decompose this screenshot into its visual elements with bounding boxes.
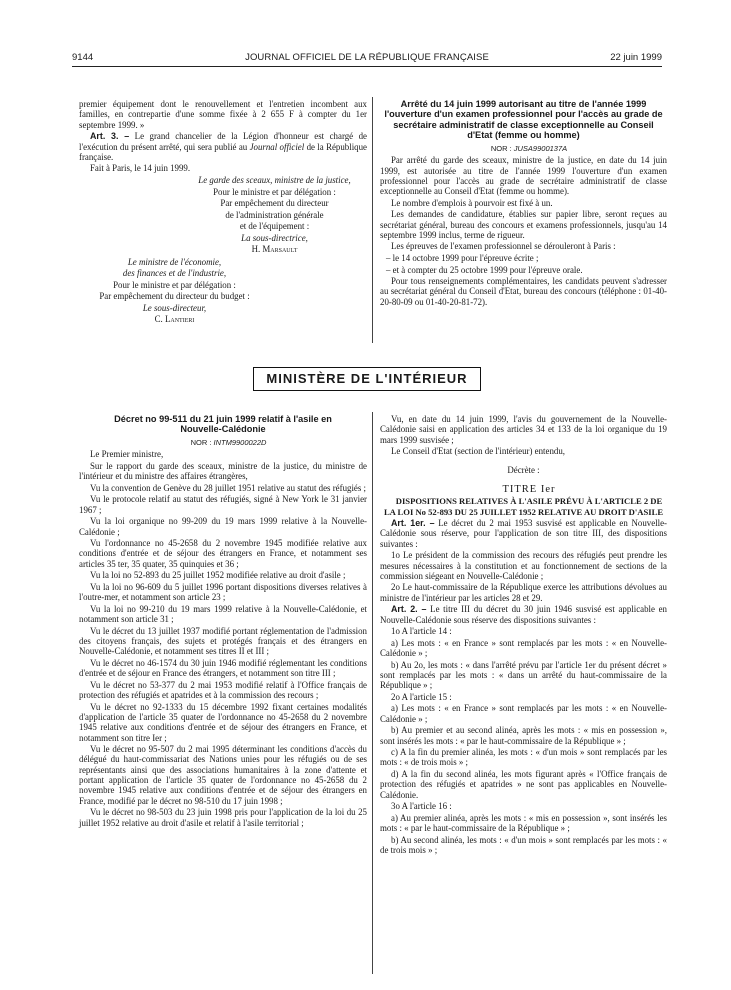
article-2 bbox=[380, 604, 667, 625]
paragraph: premier équipement dont le renouvellement et l'entretien incombent aux familles, en contrepartie d'une somme fixée à 2 655 F à compter du 1er septembre 1999. » bbox=[79, 99, 367, 130]
article-text: de la République française. bbox=[79, 141, 367, 162]
signature-block-1 bbox=[79, 175, 367, 255]
column-divider-bottom bbox=[372, 412, 373, 974]
paragraph: a) Les mots : « en France » sont remplacés par les mots : « en Nouvelle-Calédonie » ; bbox=[380, 703, 667, 724]
signature-line: Le sous-directeur, bbox=[142, 302, 207, 313]
paragraph: b) Au premier et au second alinéa, après les mots : « mis en possession », sont insérés les mots : « par le haut-commissaire de la République » ; bbox=[380, 725, 667, 746]
article-text: Le grand chancelier de la Légion d'honneur est chargé de l'exécution du présent arrêté, qui sera publié au bbox=[79, 131, 367, 152]
paragraph: d) A la fin du second alinéa, les mots figurant après « l'Office français de protection des réfugiés et apatrides » ne sont pas applicables en Nouvelle-Calédonie. bbox=[380, 769, 667, 800]
paragraph: a) Au premier alinéa, après les mots : « mis en possession », sont insérés les mots : « par le haut-commissaire de la République » ; bbox=[380, 812, 667, 834]
paragraph: Par arrêté du garde des sceaux, ministre de la justice, en date du 14 juin 1999, est autorisée au titre de l'année 1999 l'ouverture d'un examen professionnel pour l'accès au grade de secrétaire administratif de classe exceptionnelle au Conseil d'Etat (femme ou homme). bbox=[380, 155, 667, 197]
nor-code: INTM9900022D bbox=[213, 437, 267, 447]
nor-label: NOR : bbox=[490, 143, 514, 153]
signature-line: et de l'équipement : bbox=[239, 221, 310, 232]
article-3 bbox=[79, 131, 367, 162]
paragraph: 3o A l'article 16 : bbox=[391, 801, 452, 812]
article-label: Art. 3. – bbox=[90, 131, 130, 142]
visa: Vu le décret no 98-503 du 23 juin 1998 pris pour l'application de la loi du 25 juillet 1952 relative au droit d'asile et relatif à l'asile territorial ; bbox=[79, 807, 367, 828]
arrete-title: Arrêté du 14 juin 1999 autorisant au titre de l'année 1999 l'ouverture d'un examen professionnel pour l'accès au grade de secrétaire administratif de classe exceptionnelle au Conseil d'Etat (femme ou homme) bbox=[384, 99, 663, 141]
visa: Vu le décret no 92-1333 du 15 décembre 1992 fixant certaines modalités d'application de l'article 35 quater de l'ordonnance no 45-2658 du 2 novembre 1945 relative aux conditions d'entrée et de séjour des étrangers en France, et notamment son titre Ier ; bbox=[79, 701, 367, 743]
article-text: Le titre III du décret du 30 juin 1946 susvisé est applicable en Nouvelle-Calédonie sous réserve des dispositions suivantes : bbox=[380, 604, 667, 625]
visa: Vu l'ordonnance no 45-2658 du 2 novembre 1945 modifiée relative aux conditions d'entrée et de séjour des étrangers en France, et notamment ses articles 35 ter, 35 quater, 35 quinquies et 36 ; bbox=[79, 538, 367, 569]
signature-line: Pour le ministre et par délégation : bbox=[213, 186, 336, 197]
paragraph: 2o A l'article 15 : bbox=[391, 691, 452, 702]
visa: Vu le décret no 46-1574 du 30 juin 1946 modifié réglementant les conditions d'entrée et de séjour en France des étrangers, et notamment son titre III ; bbox=[79, 657, 367, 679]
paragraph: 1o A l'article 14 : bbox=[391, 626, 452, 637]
paragraph: c) A la fin du premier alinéa, les mots : « d'un mois » sont remplacés par les mots : « de trois mois » ; bbox=[380, 747, 667, 768]
visa: Vu le décret du 13 juillet 1937 modifié portant réglementation de l'admission des citoyens français, des sujets et protégés français et des étrangers en Nouvelle-Calédonie, et notamment ses titres II et III ; bbox=[79, 625, 367, 657]
signatory-name: H. Marsault bbox=[251, 244, 298, 255]
journal-reference: Journal officiel bbox=[249, 141, 305, 152]
done-at: Fait à Paris, le 14 juin 1999. bbox=[90, 163, 191, 174]
section-heading: DISPOSITIONS RELATIVES À L'ASILE PRÉVU À L'ARTICLE 2 DE LA LOI No 52-893 DU 25 JUILLET 1952 RELATIVE AU DROIT D'ASILE bbox=[383, 496, 664, 517]
issue-date: 22 juin 1999 bbox=[610, 52, 662, 63]
column-divider-top bbox=[372, 97, 373, 343]
paragraph: Les épreuves de l'examen professionnel se dérouleront à Paris : bbox=[391, 241, 616, 252]
signature-line: Le ministre de l'économie, bbox=[127, 256, 222, 267]
journal-title: JOURNAL OFFICIEL DE LA RÉPUBLIQUE FRANÇAISE bbox=[245, 52, 489, 63]
paragraph: b) Au second alinéa, les mots : « d'un mois » sont remplacés par les mots : « de trois mois » ; bbox=[380, 834, 667, 855]
nor-reference bbox=[380, 144, 667, 154]
list-item: – et à compter du 25 octobre 1999 pour l'épreuve orale. bbox=[386, 264, 583, 275]
paragraph: Le Conseil d'Etat (section de l'intérieur) entendu, bbox=[391, 446, 565, 457]
signature-line: La sous-directrice, bbox=[241, 232, 308, 243]
paragraph: b) Au 2o, les mots : « dans l'arrêté prévu par l'article 1er du présent décret » sont remplacés par les mots : « dans un arrêté du haut-commissaire de la République » ; bbox=[380, 659, 667, 691]
paragraph: Le Premier ministre, bbox=[90, 449, 164, 460]
visa: Vu la loi no 99-210 du 19 mars 1999 relative à la Nouvelle-Calédonie, et notamment son article 31 ; bbox=[79, 603, 367, 624]
article-text: Le décret du 2 mai 1953 susvisé est applicable en Nouvelle-Calédonie sous réserve, pour l'application de son titre III, des dispositions suivantes : bbox=[380, 518, 667, 549]
visa: Vu la loi no 52-893 du 25 juillet 1952 modifiée relative au droit d'asile ; bbox=[90, 570, 346, 581]
top-right-column bbox=[380, 99, 667, 308]
decret-title: Décret no 99-511 du 21 juin 1999 relatif à l'asile en Nouvelle-Calédonie bbox=[114, 414, 332, 435]
visa: Vu le protocole relatif au statut des réfugiés, signé à New York le 31 janvier 1967 ; bbox=[79, 494, 367, 515]
paragraph: 2o Le haut-commissaire de la République exerce les attributions dévolues au ministre de l'intérieur par les articles 28 et 29. bbox=[380, 582, 667, 603]
page-header bbox=[72, 52, 662, 66]
paragraph: Les demandes de candidature, établies sur papier libre, seront reçues au secrétariat général, bureau des concours et examens professionnels, jusqu'au 14 septembre 1999 inclus, terme de rigueur. bbox=[380, 209, 667, 240]
signature-line: Le garde des sceaux, ministre de la justice, bbox=[198, 174, 351, 185]
titre-heading: TITRE Ier bbox=[502, 483, 556, 495]
ministry-banner: MINISTÈRE DE L'INTÉRIEUR bbox=[253, 367, 481, 391]
paragraph: a) Les mots : « en France » sont remplacés par les mots : « en Nouvelle-Calédonie » ; bbox=[380, 637, 667, 659]
article-1 bbox=[380, 518, 667, 549]
paragraph: Le nombre d'emplois à pourvoir est fixé à un. bbox=[391, 197, 553, 208]
signature-block-2 bbox=[79, 257, 259, 325]
visa: Vu la loi no 96-609 du 5 juillet 1996 portant dispositions diverses relatives à l'outre-mer, et notamment son article 23 ; bbox=[79, 581, 367, 603]
paragraph: Sur le rapport du garde des sceaux, ministre de la justice, du ministre de l'intérieur et du ministre des affaires étrangères, bbox=[79, 460, 367, 482]
visa: Vu le décret no 53-377 du 2 mai 1953 modifié relatif à l'Office français de protection des réfugiés et apatrides et à la commission des recours ; bbox=[79, 679, 367, 700]
article-label: Art. 1er. – bbox=[391, 518, 435, 529]
visa: Vu, en date du 14 juin 1999, l'avis du gouvernement de la Nouvelle-Calédonie saisi en application des articles 34 et 133 de la loi organique du 19 mars 1999 susvisée ; bbox=[380, 414, 667, 445]
visa: Vu le décret no 95-507 du 2 mai 1995 déterminant les conditions d'accès du délégué du haut-commissariat des Nations unies pour les réfugiés ou de ses représentants ainsi que des associations humanitaires à la zone d'attente et portant application de l'article 35 quater de l'ordonnance no 45-2658 du 2 novembre 1945 relative aux conditions d'entrée et de séjour des étrangers en France, modifié par le décret no 98-510 du 17 juin 1998 ; bbox=[79, 744, 367, 806]
signatory-name: C. Lantieri bbox=[154, 314, 195, 325]
paragraph: 1o Le président de la commission des recours des réfugiés peut prendre les mesures nécessaires à la constitution et au fonctionnement de sections de la commission siégeant en Nouvelle-Calédonie ; bbox=[380, 550, 667, 581]
visa: Vu la loi organique no 99-209 du 19 mars 1999 relative à la Nouvelle-Calédonie ; bbox=[79, 516, 367, 537]
visa: Vu la convention de Genève du 28 juillet 1951 relative au statut des réfugiés ; bbox=[90, 482, 366, 493]
signature-line: de l'administration générale bbox=[225, 209, 324, 220]
top-left-column bbox=[79, 99, 367, 326]
signature-line: Par empêchement du directeur bbox=[220, 198, 329, 209]
paragraph: Pour tous renseignements complémentaires, les candidats peuvent s'adresser au secrétariat général du Conseil d'Etat, bureau des concours (téléphone : 01-40-20-80-09 ou 01-40-20-81-72). bbox=[380, 276, 667, 307]
decrete-label: Décrète : bbox=[507, 464, 540, 475]
signature-line: des finances et de l'industrie, bbox=[122, 268, 227, 279]
page-number: 9144 bbox=[72, 52, 94, 63]
nor-label: NOR : bbox=[190, 437, 214, 447]
article-label: Art. 2. – bbox=[391, 604, 427, 615]
decret-left-column bbox=[79, 414, 367, 829]
list-item: – le 14 octobre 1999 pour l'épreuve écrite ; bbox=[386, 253, 539, 263]
decret-right-column bbox=[380, 414, 667, 857]
header-rule bbox=[72, 66, 662, 67]
signature-line: Par empêchement du directeur du budget : bbox=[99, 291, 250, 302]
nor-reference bbox=[79, 438, 367, 448]
nor-code: JUSA9900137A bbox=[513, 143, 568, 153]
signature-line: Pour le ministre et par délégation : bbox=[113, 279, 236, 290]
